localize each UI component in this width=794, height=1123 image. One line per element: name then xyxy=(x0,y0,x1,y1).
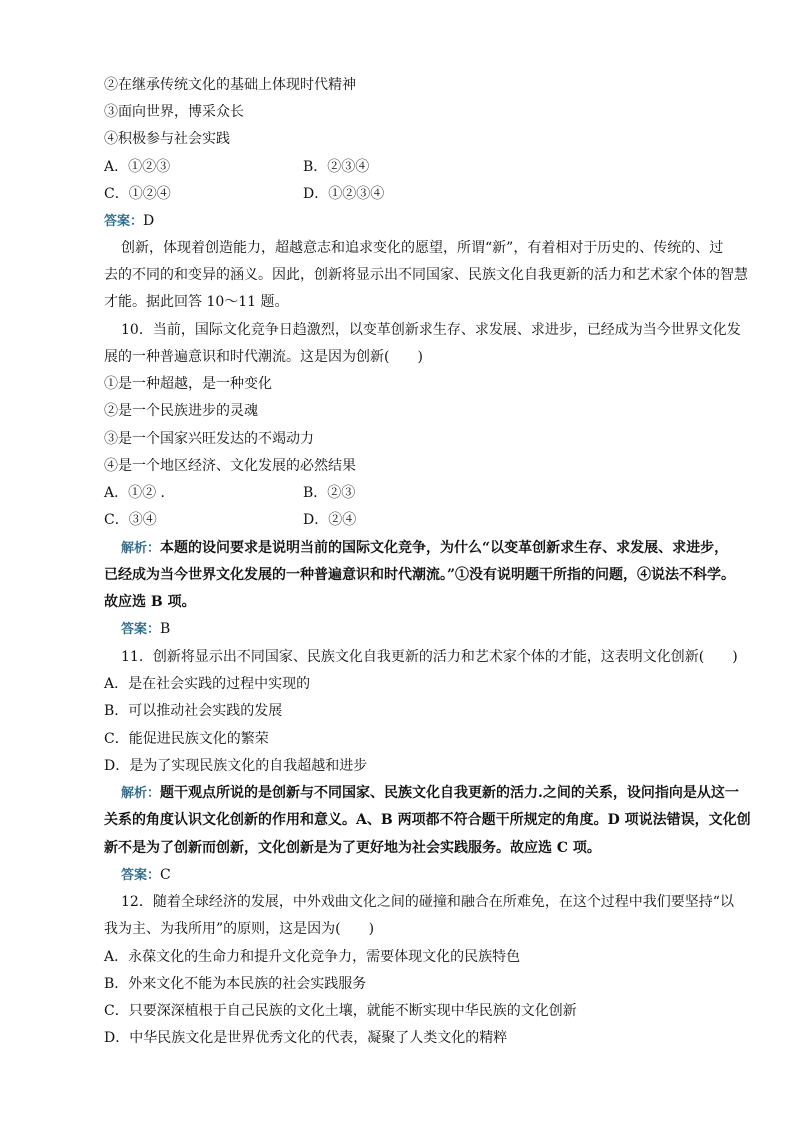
q11-analysis-2: 关系的角度认识文化创新的作用和意义。A、B 两项都不符合题干所规定的角度。D 项说法错误，文化创 xyxy=(104,812,751,828)
material-line-1: 创新，体现着创造能力，超越意志和追求变化的愿望，所谓“新”，有着相对于历史的、传统的、过 xyxy=(121,240,724,256)
q11-option-c: C．能促进民族文化的繁荣 xyxy=(104,731,269,747)
q12-option-a: A．永葆文化的生命力和提升文化竞争力，需要体现文化的民族特色 xyxy=(104,949,521,965)
q10-item-2: ②是一个民族进步的灵魂 xyxy=(104,403,258,419)
q10-option-a: A．①② . xyxy=(104,485,166,501)
q12-option-c: C．只要深深植根于自己民族的文化土壤，就能不断实现中华民族的文化创新 xyxy=(104,1003,577,1019)
prev-item-2: ②在继承传统文化的基础上体现时代精神 xyxy=(104,77,356,93)
q10-stem-2: 展的一种普遍意识和时代潮流。这是因为创新( ) xyxy=(104,349,423,365)
analysis-label: 解析： xyxy=(121,541,161,556)
prev-option-c: C．①②④ xyxy=(104,186,171,202)
q10-item-3: ③是一个国家兴旺发达的不竭动力 xyxy=(104,431,314,447)
analysis-text: 本题的设问要求是说明当前的国际文化竞争，为什么“以变革创新求生存、求发展、求进步， xyxy=(160,540,729,556)
q12-stem-2: 我为主、为我所用”的原则，这是因为( ) xyxy=(104,921,375,937)
answer-label: 答案： xyxy=(121,622,161,637)
q11-option-a: A．是在社会实践的过程中实现的 xyxy=(104,676,311,692)
prev-option-a: A．①②③ xyxy=(104,159,171,175)
q11-option-b: B．可以推动社会实践的发展 xyxy=(104,703,283,719)
q12-stem-1: 12．随着全球经济的发展，中外戏曲文化之间的碰撞和融合在所难免，在这个过程中我们要坚持“以 xyxy=(121,894,734,910)
q12-option-d: D．中华民族文化是世界优秀文化的代表，凝聚了人类文化的精粹 xyxy=(104,1030,508,1046)
q11-answer xyxy=(121,865,171,886)
answer-value: C xyxy=(160,867,171,883)
prev-item-3: ③面向世界，博采众长 xyxy=(104,104,244,120)
q10-item-1: ①是一种超越，是一种变化 xyxy=(104,376,272,392)
prev-option-b: B．②③④ xyxy=(303,159,370,175)
q10-stem-1: 10．当前，国际文化竞争日趋激烈，以变革创新求生存、求发展、求进步，已经成为当今世界文化发 xyxy=(121,322,741,338)
answer-value: B xyxy=(160,621,171,637)
q10-option-c: C．③④ xyxy=(104,512,157,528)
q11-analysis-3: 新不是为了创新而创新，文化创新是为了更好地为社会实践服务。故应选 C 项。 xyxy=(104,840,601,856)
analysis-label: 解析： xyxy=(121,786,161,801)
prev-item-4: ④积极参与社会实践 xyxy=(104,131,230,147)
q11-option-d: D．是为了实现民族文化的自我超越和进步 xyxy=(104,758,368,774)
q10-analysis-2: 已经成为当今世界文化发展的一种普遍意识和时代潮流。”①没有说明题干所指的问题，④说法不科学。 xyxy=(104,567,736,583)
analysis-text: 题干观点所说的是创新与不同国家、民族文化自我更新的活力.之间的关系，设问指向是从这一 xyxy=(160,785,739,801)
answer-value: D xyxy=(143,213,155,229)
answer-label: 答案： xyxy=(104,214,144,229)
material-line-3: 才能。据此回答 10～11 题。 xyxy=(104,294,289,310)
prev-option-d: D．①②③④ xyxy=(303,186,385,202)
q10-item-4: ④是一个地区经济、文化发展的必然结果 xyxy=(104,458,356,474)
q10-analysis-3: 故应选 B 项。 xyxy=(104,594,196,610)
prev-answer xyxy=(104,211,154,232)
q12-option-b: B．外来文化不能为本民族的社会实践服务 xyxy=(104,976,367,992)
q10-option-d: D．②④ xyxy=(303,512,357,528)
material-line-2: 去的不同的和变异的涵义。因此，创新将显示出不同国家、民族文化自我更新的活力和艺术家个体的智慧 xyxy=(104,267,748,283)
q10-analysis-1 xyxy=(121,538,728,559)
q11-stem: 11．创新将显示出不同国家、民族文化自我更新的活力和艺术家个体的才能，这表明文化创新( ) xyxy=(121,649,738,665)
q10-option-b: B．②③ xyxy=(303,485,356,501)
answer-label: 答案： xyxy=(121,868,161,883)
q10-answer xyxy=(121,619,170,640)
q11-analysis-1 xyxy=(121,783,739,804)
